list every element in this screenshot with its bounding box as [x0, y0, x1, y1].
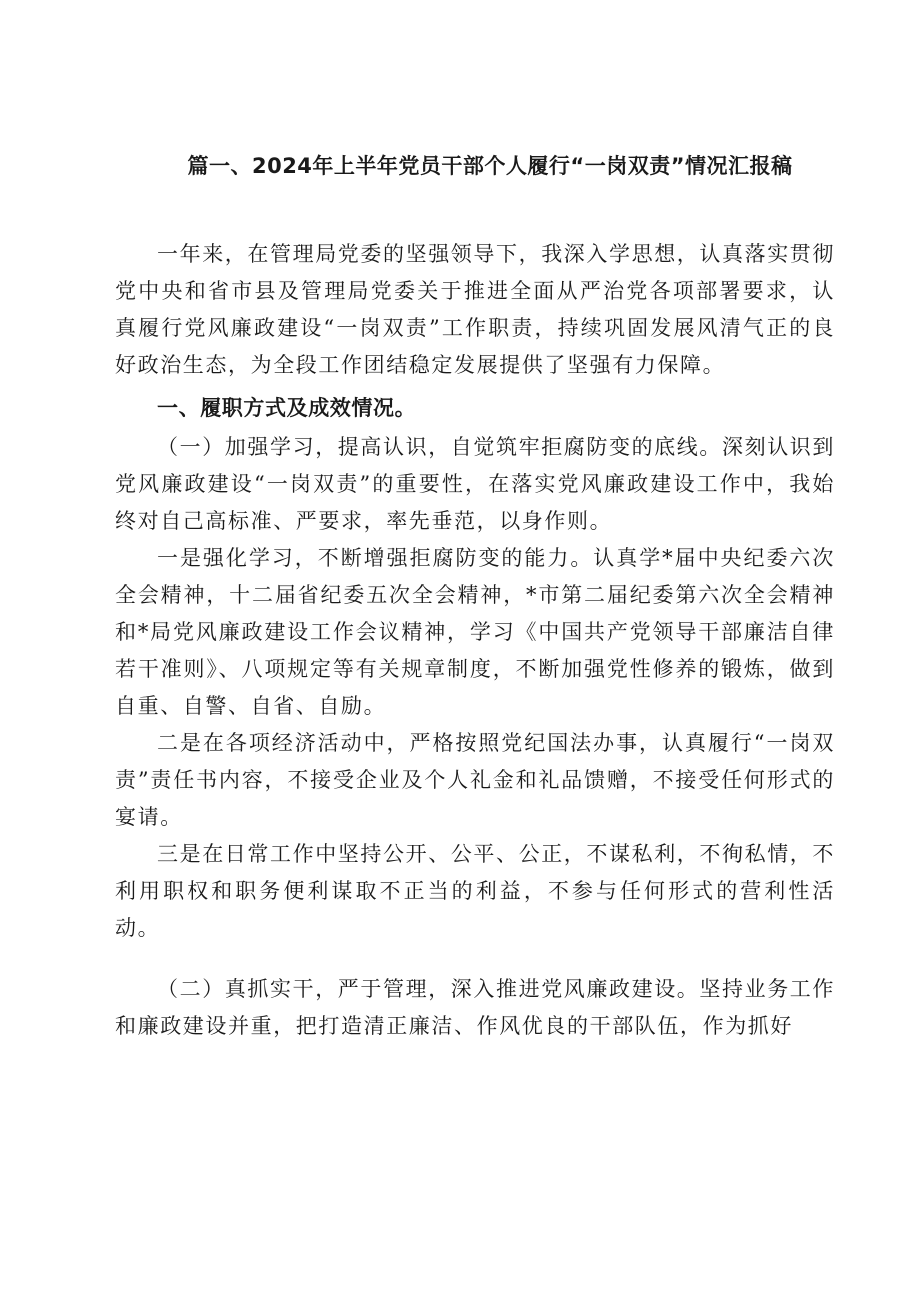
document-body	[115, 236, 835, 1045]
paragraph-point-3: 三是在日常工作中坚持公开、公平、公正，不谋私利，不徇私情，不利用职权和职务便利谋取不正当的利益，不参与任何形式的营利性活动。	[115, 842, 835, 940]
paragraph-subsection-1: （一）加强学习，提高认识，自觉筑牢拒腐防变的底线。深刻认识到党风廉政建设“一岗双责”的重要性，在落实党风廉政建设工作中，我始终对自己高标准、严要求，率先垂范，以身作则。	[115, 435, 835, 533]
document-title: 篇一、2024年上半年党员干部个人履行“一岗双责”情况汇报稿	[187, 154, 793, 178]
paragraph-point-1: 一是强化学习，不断增强拒腐防变的能力。认真学*届中央纪委六次全会精神，十二届省纪委五次全会精神，*市第二届纪委第六次全会精神和*局党风廉政建设工作会议精神，学习《中国共产党领导干部廉洁自律若干准则》、八项规定等有关规章制度，不断加强党性修养的锻炼，做到自重、自警、自省、自励。	[115, 546, 835, 718]
heading-section-1: 一、履职方式及成效情况。	[157, 396, 417, 420]
paragraph-subsection-2: （二）真抓实干，严于管理，深入推进党风廉政建设。坚持业务工作和廉政建设并重，把打造清正廉洁、作风优良的干部队伍，作为抓好	[115, 977, 835, 1038]
paragraph-point-2: 二是在各项经济活动中，严格按照党纪国法办事，认真履行“一岗双责”责任书内容，不接受企业及个人礼金和礼品馈赠，不接受任何形式的宴请。	[115, 731, 835, 829]
paragraph-intro: 一年来，在管理局党委的坚强领导下，我深入学思想，认真落实贯彻党中央和省市县及管理局党委关于推进全面从严治党各项部署要求，认真履行党风廉政建设“一岗双责”工作职责，持续巩固发展风清气正的良好政治生态，为全段工作团结稳定发展提供了坚强有力保障。	[115, 242, 835, 377]
